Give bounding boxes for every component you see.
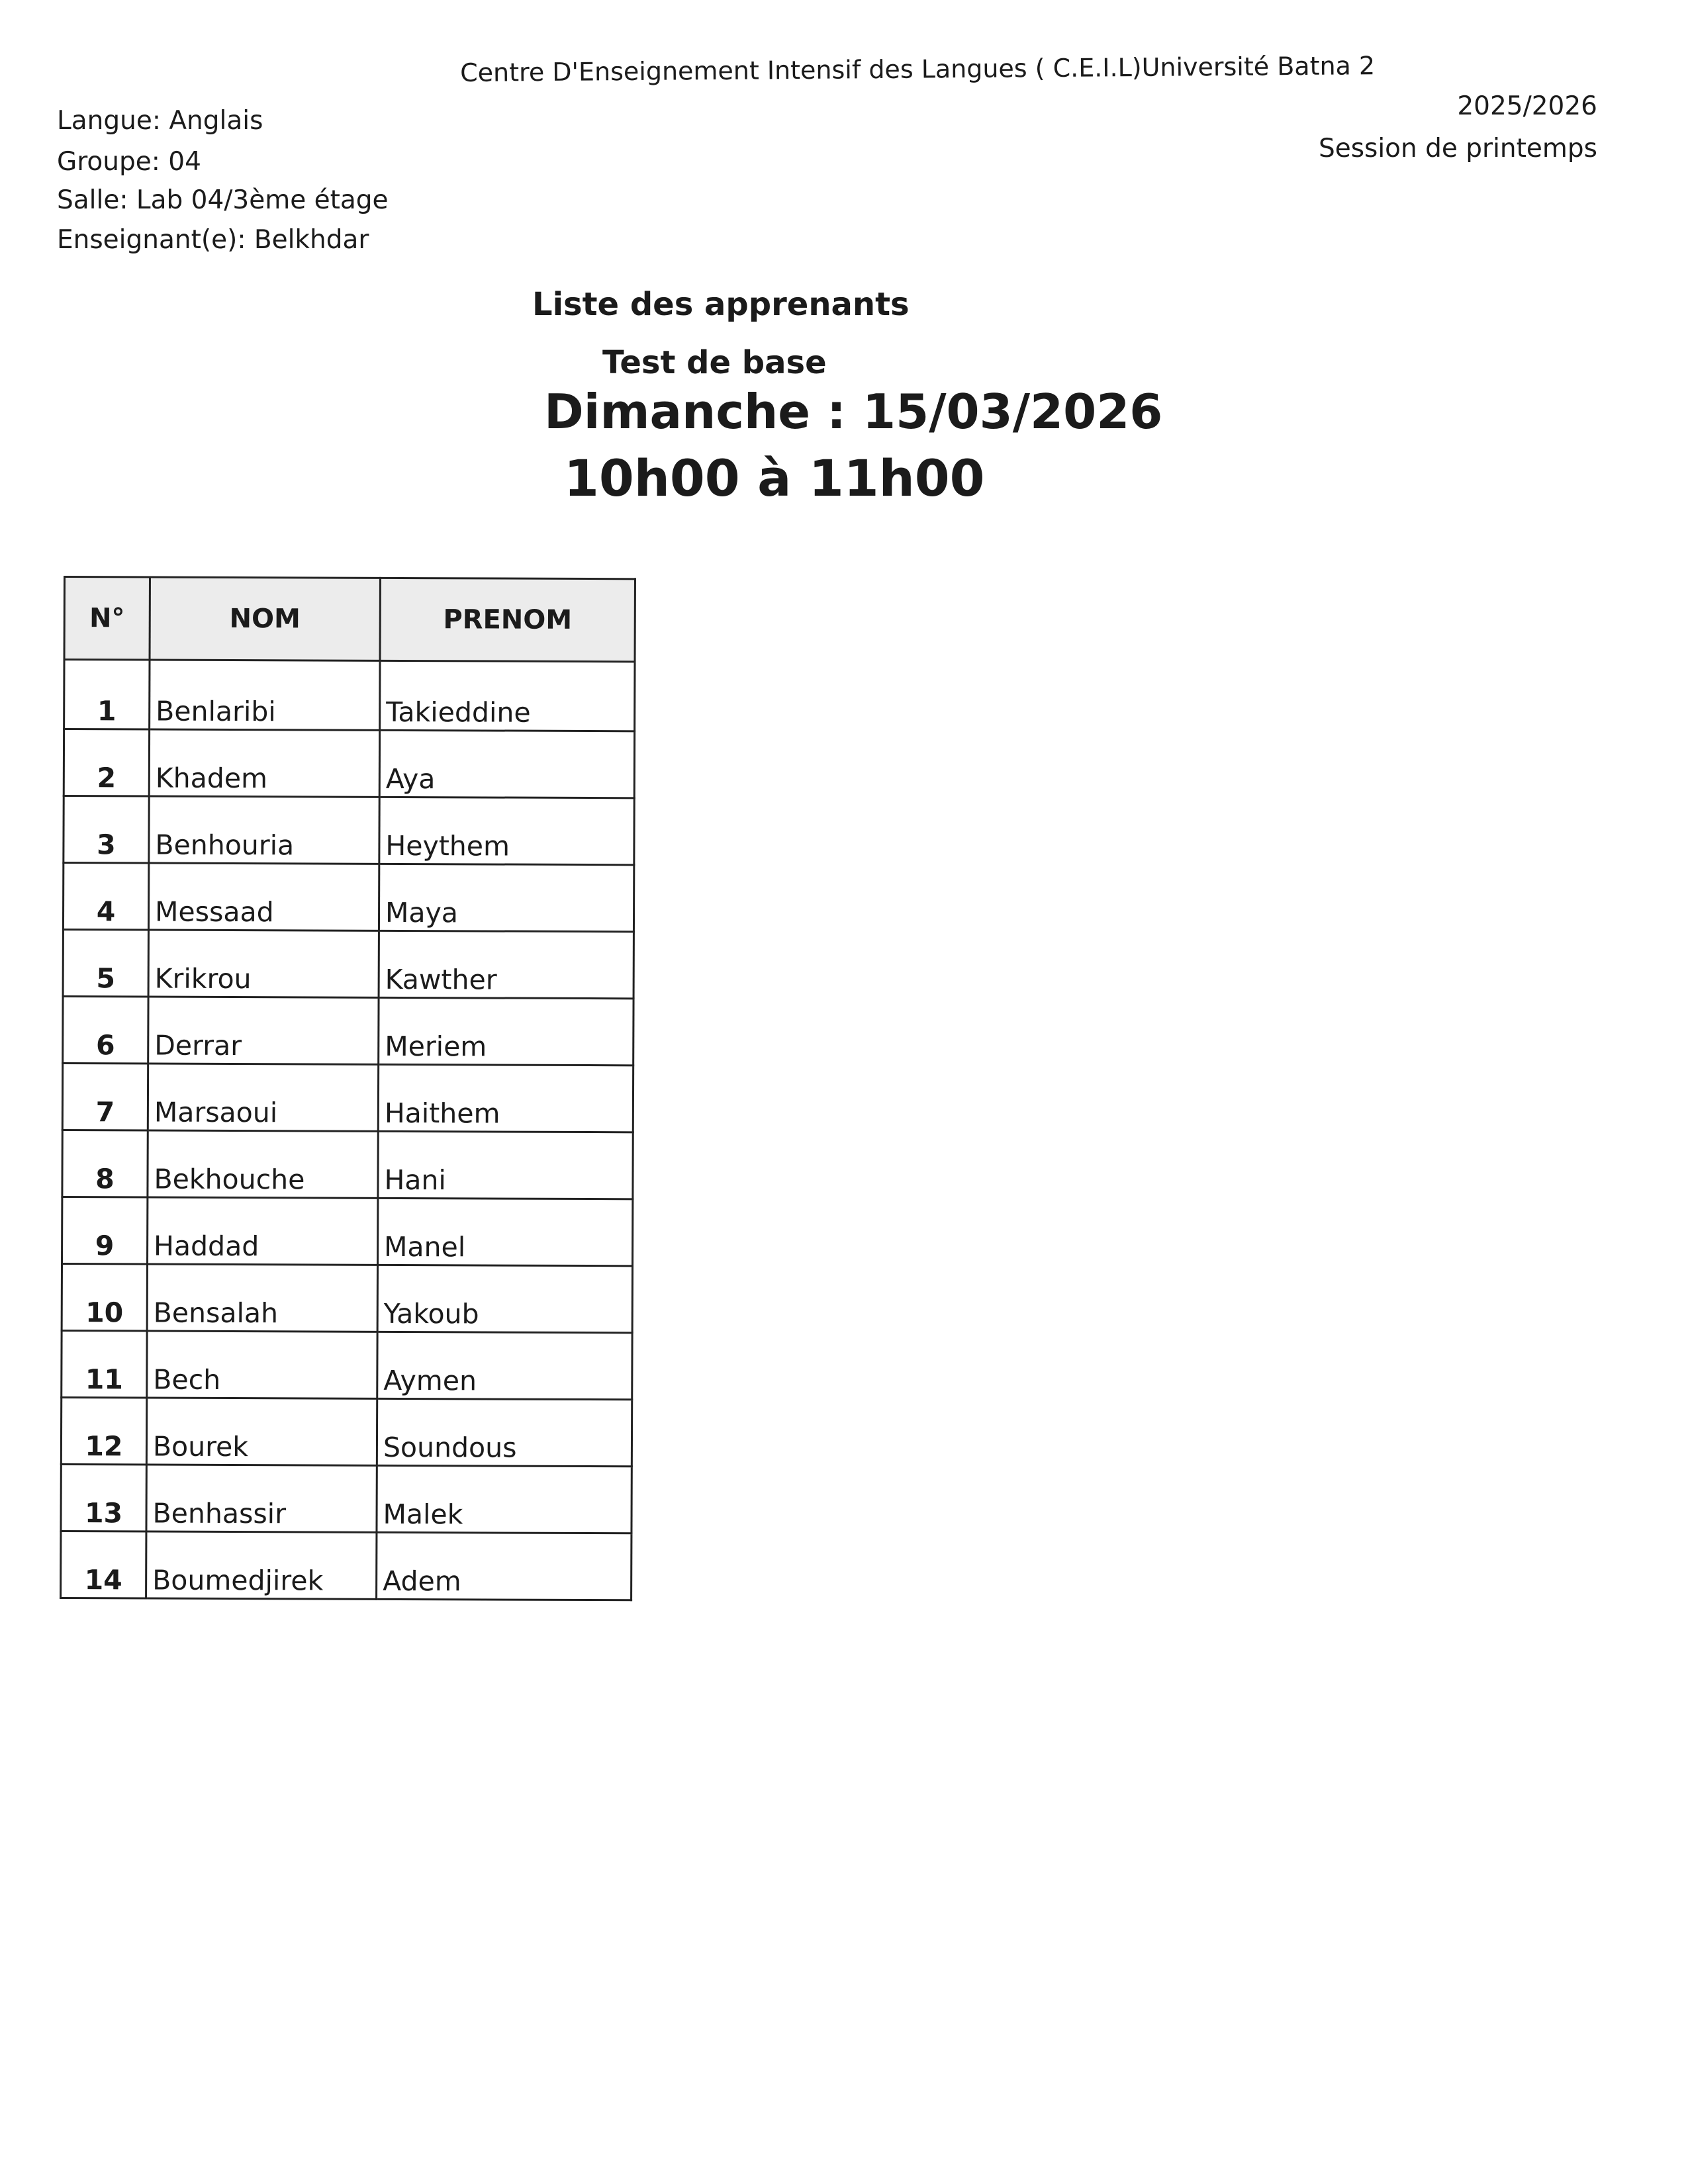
- row-prenom: Malek: [377, 1465, 632, 1533]
- row-prenom: Meriem: [379, 997, 633, 1065]
- row-nom: Khadem: [149, 729, 379, 797]
- table-row: [62, 1263, 632, 1332]
- institution-header: Centre D'Enseignement Intensif des Langues ( C.E.I.L)Université Batna 2: [460, 51, 1376, 87]
- enseignant-label: Enseignant(e): Belkhdar: [57, 225, 369, 255]
- row-nom: Messaad: [148, 863, 379, 931]
- table-row: [62, 1064, 633, 1132]
- row-number: 10: [62, 1263, 147, 1330]
- learners-table: [60, 576, 636, 1601]
- table-row: [63, 997, 633, 1066]
- row-number: 11: [62, 1330, 147, 1397]
- row-prenom: Haithem: [378, 1064, 633, 1132]
- row-prenom: Manel: [378, 1198, 633, 1265]
- row-prenom: Kawther: [379, 931, 633, 998]
- table-row: [62, 1197, 633, 1265]
- row-prenom: Takieddine: [380, 660, 635, 731]
- salle-label: Salle: Lab 04/3ème étage: [57, 185, 389, 215]
- header-nom: NOM: [150, 577, 380, 660]
- row-nom: Haddad: [148, 1197, 378, 1265]
- header-prenom: PRENOM: [380, 578, 635, 661]
- row-nom: Bech: [147, 1331, 377, 1398]
- row-prenom: Soundous: [377, 1398, 632, 1466]
- row-prenom: Aya: [379, 730, 634, 797]
- row-number: 5: [63, 930, 148, 997]
- row-nom: Krikrou: [148, 930, 379, 997]
- row-number: 14: [61, 1531, 146, 1598]
- table-row: [62, 1330, 632, 1399]
- table-row: [64, 660, 635, 731]
- table-row: [63, 863, 633, 932]
- session-label: Session de printemps: [1318, 134, 1597, 163]
- row-number: 13: [61, 1464, 146, 1531]
- row-prenom: Hani: [378, 1131, 633, 1199]
- groupe-label: Groupe: 04: [57, 147, 201, 177]
- row-number: 8: [62, 1130, 148, 1197]
- row-nom: Marsaoui: [148, 1064, 378, 1131]
- exam-time: 10h00 à 11h00: [564, 449, 985, 508]
- row-nom: Derrar: [148, 997, 379, 1064]
- row-number: 12: [61, 1397, 146, 1464]
- row-prenom: Heythem: [379, 797, 634, 864]
- row-nom: Benlaribi: [150, 660, 380, 730]
- row-number: 4: [63, 863, 148, 930]
- row-prenom: Yakoub: [377, 1265, 632, 1332]
- table-row: [61, 1397, 632, 1466]
- row-number: 6: [63, 997, 148, 1064]
- table-row: [63, 930, 633, 999]
- row-number: 9: [62, 1197, 148, 1263]
- header-num: N°: [64, 577, 150, 660]
- table-body: [61, 660, 635, 1600]
- row-nom: Bekhouche: [148, 1130, 378, 1198]
- row-prenom: Aymen: [377, 1332, 632, 1399]
- academic-year: 2025/2026: [1457, 91, 1597, 121]
- row-prenom: Maya: [379, 864, 633, 931]
- row-prenom: Adem: [377, 1532, 632, 1600]
- table-row: [61, 1464, 632, 1533]
- test-title: Test de base: [602, 344, 827, 381]
- row-nom: Boumedjirek: [146, 1531, 377, 1599]
- row-number: 2: [64, 729, 149, 796]
- table-row: [62, 1130, 633, 1199]
- list-title: Liste des apprenants: [532, 286, 910, 323]
- row-nom: Benhassir: [146, 1465, 377, 1532]
- row-nom: Bourek: [146, 1398, 377, 1465]
- table-row: [61, 1531, 632, 1600]
- row-number: 3: [64, 796, 149, 863]
- table-row: [64, 729, 634, 798]
- row-nom: Benhouria: [149, 796, 379, 864]
- exam-date: Dimanche : 15/03/2026: [544, 384, 1163, 439]
- row-number: 1: [64, 660, 150, 729]
- row-nom: Bensalah: [147, 1264, 377, 1332]
- table-header-row: [64, 577, 635, 662]
- langue-label: Langue: Anglais: [57, 106, 263, 136]
- table-row: [64, 796, 634, 865]
- row-number: 7: [62, 1064, 148, 1130]
